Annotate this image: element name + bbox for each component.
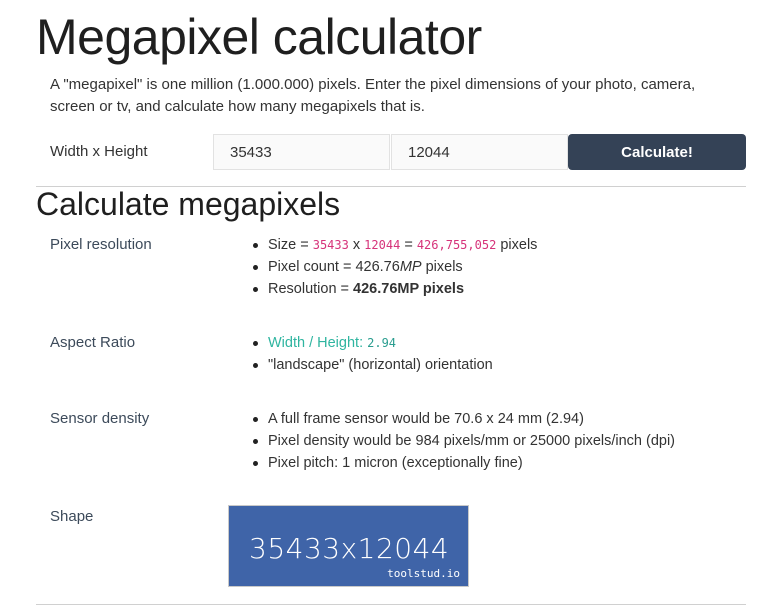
pixel-resolution-label: Pixel resolution xyxy=(50,236,152,253)
shape-preview xyxy=(228,505,469,587)
width-height-label: Width x Height xyxy=(50,143,148,160)
ratio-item: Width / Height: 2.94 xyxy=(250,332,493,354)
ratio-value: 2.94 xyxy=(367,336,397,350)
orientation-item: "landscape" (horizontal) orientation xyxy=(250,354,493,376)
aspect-ratio-label: Aspect Ratio xyxy=(50,334,136,351)
section-title: Calculate megapixels xyxy=(36,186,341,222)
pixel-count-item: Pixel count = 426.76MP pixels xyxy=(250,256,537,278)
size-total-value: 426,755,052 xyxy=(416,238,497,252)
aspect-ratio-list xyxy=(250,332,493,376)
sensor-density-list xyxy=(250,408,675,474)
calculate-button[interactable]: Calculate! xyxy=(568,134,746,170)
size-width-value: 35433 xyxy=(312,238,349,252)
shape-dimensions-text: 35433x12044 xyxy=(249,532,450,565)
size-item: Size = 35433 x 12044 = 426,755,052 pixels xyxy=(250,234,537,256)
height-input[interactable] xyxy=(391,134,568,170)
resolution-item: Resolution = 426.76MP pixels xyxy=(250,278,537,300)
width-input[interactable] xyxy=(213,134,390,170)
sensor-density-label: Sensor density xyxy=(50,410,150,427)
intro-text: A "megapixel" is one million (1.000.000) pixels. Enter the pixel dimensions of your photo, camera, screen or tv, and calculate how many megapixels that is. xyxy=(50,76,696,115)
page-title: Megapixel calculator xyxy=(36,9,482,65)
pixel-resolution-list xyxy=(250,234,537,300)
watermark: toolstud.io xyxy=(387,567,460,580)
sensor-size-item: A full frame sensor would be 70.6 x 24 mm (2.94) xyxy=(250,408,675,430)
shape-label: Shape xyxy=(50,508,94,525)
bottom-divider xyxy=(36,604,746,605)
pixel-density-item: Pixel density would be 984 pixels/mm or 25000 pixels/inch (dpi) xyxy=(250,430,675,452)
size-height-value: 12044 xyxy=(364,238,401,252)
pixel-pitch-item: Pixel pitch: 1 micron (exceptionally fine) xyxy=(250,452,675,474)
